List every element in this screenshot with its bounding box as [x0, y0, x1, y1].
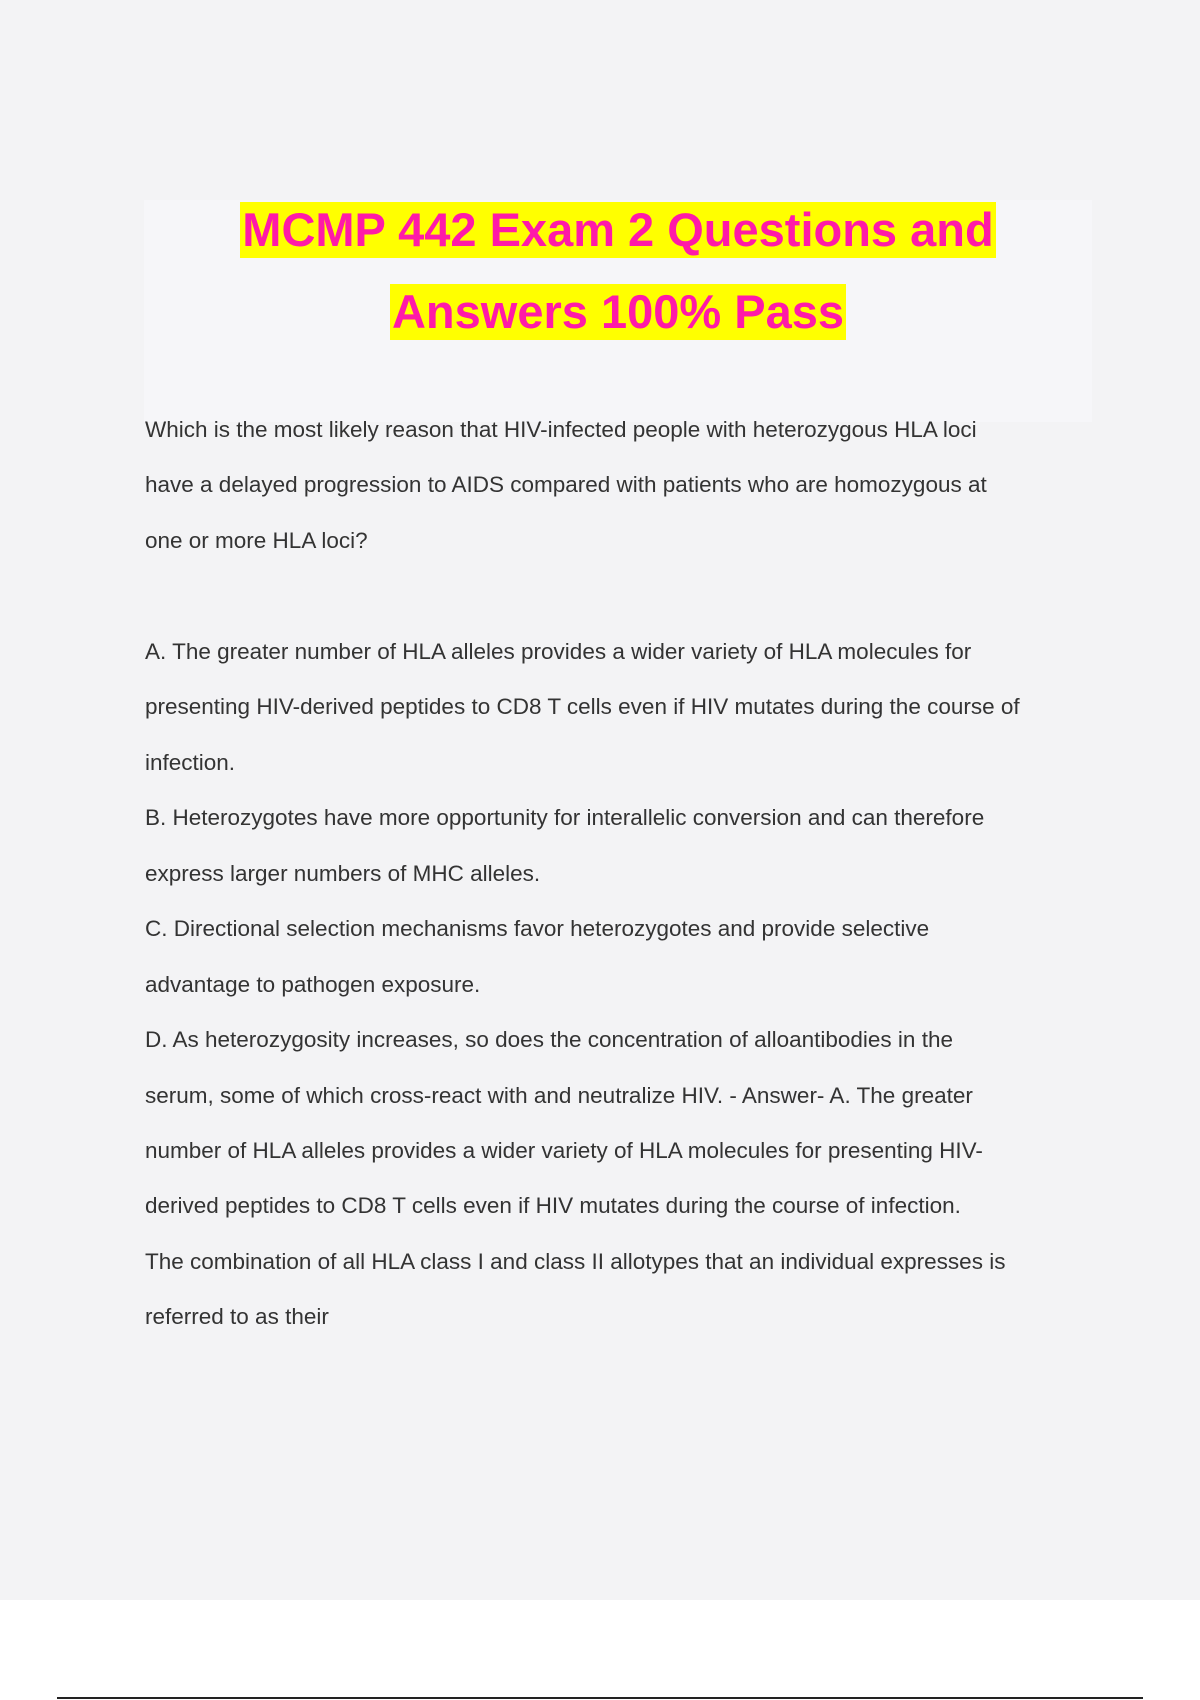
option-c-line-1: C. Directional selection mechanisms favor heterozygotes and provide selective — [145, 916, 930, 941]
question-line-2: have a delayed progression to AIDS compared with patients who are homozygous at — [145, 472, 987, 497]
option-c-line-2: advantage to pathogen exposure. — [145, 972, 481, 997]
answer-line-2: derived peptides to CD8 T cells even if HIV mutates during the course of infection. — [145, 1193, 961, 1218]
option-d-line-2: serum, some of which cross-react with and neutralize HIV. - Answer- A. The greater — [145, 1083, 973, 1108]
option-a-line-1: A. The greater number of HLA alleles provides a wider variety of HLA molecules for — [145, 639, 972, 664]
next-question-line-2: referred to as their — [145, 1304, 329, 1329]
option-a-line-3: infection. — [145, 750, 236, 775]
question-line-3: one or more HLA loci? — [145, 528, 368, 553]
option-a-line-2: presenting HIV-derived peptides to CD8 T cells even if HIV mutates during the course of — [145, 694, 1020, 719]
title-block — [144, 200, 1092, 422]
next-question-line-1: The combination of all HLA class I and class II allotypes that an individual expresses is — [145, 1249, 1006, 1274]
option-b-line-1: B. Heterozygotes have more opportunity for interallelic conversion and can therefore — [145, 805, 985, 830]
answer-line-1: number of HLA alleles provides a wider variety of HLA molecules for presenting HIV- — [145, 1138, 983, 1163]
footer-divider — [57, 1697, 1143, 1699]
option-b-line-2: express larger numbers of MHC alleles. — [145, 861, 541, 886]
title-line-1: MCMP 442 Exam 2 Questions and — [242, 203, 994, 256]
option-d-line-1: D. As heterozygosity increases, so does the concentration of alloantibodies in the — [145, 1027, 953, 1052]
title-line-2: Answers 100% Pass — [391, 285, 844, 338]
question-line-1: Which is the most likely reason that HIV-infected people with heterozygous HLA loci — [145, 417, 977, 442]
